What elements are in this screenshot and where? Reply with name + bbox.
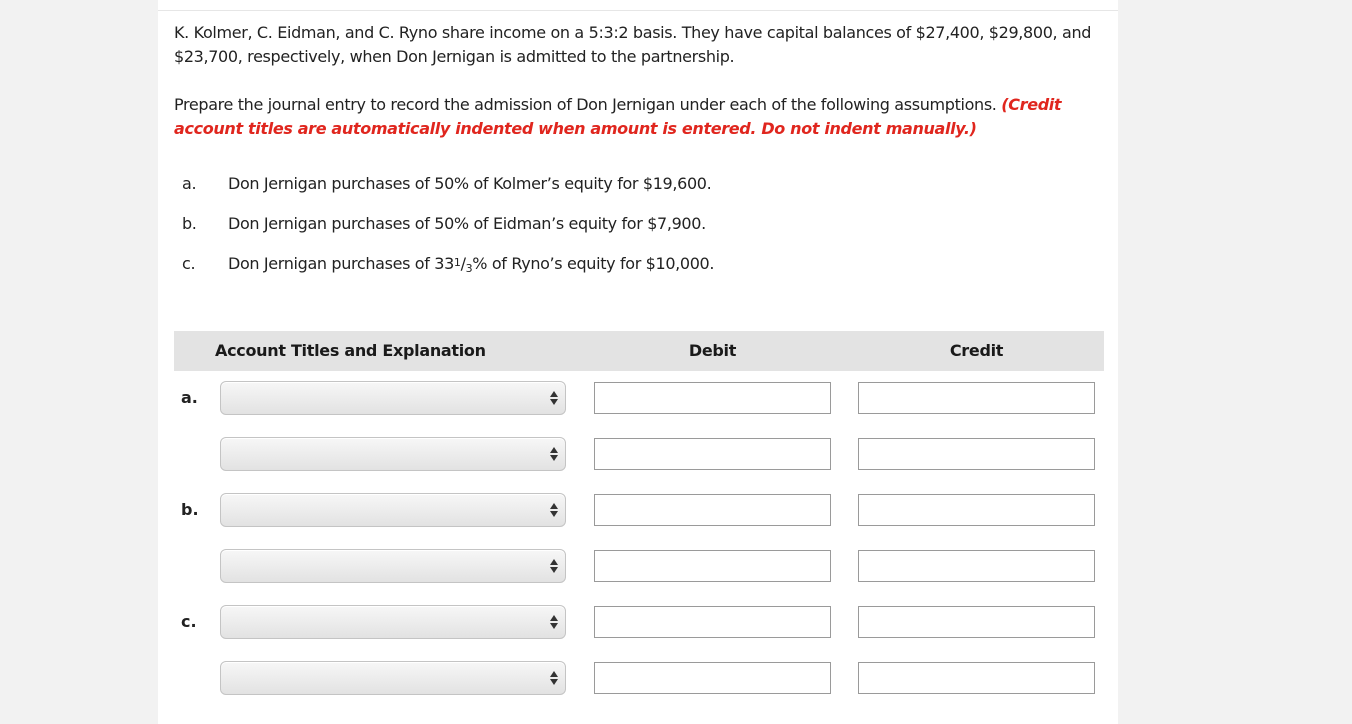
question-panel	[158, 0, 1118, 724]
credit-input[interactable]	[858, 438, 1095, 470]
journal-row	[174, 605, 1104, 641]
instruction-note: (Credit account titles are automatically indented when amount is entered. Do not indent manually.)	[174, 95, 1062, 138]
select-arrows-icon	[549, 502, 559, 520]
option-letter: b.	[182, 214, 197, 233]
credit-input[interactable]	[858, 382, 1095, 414]
header-credit: Credit	[949, 341, 1004, 360]
select-arrows-icon	[549, 614, 559, 632]
fraction-numerator: 1	[453, 256, 461, 269]
select-arrows-icon	[549, 390, 559, 408]
header-debit: Debit	[688, 341, 737, 360]
journal-row	[174, 381, 1104, 417]
debit-input[interactable]	[594, 494, 831, 526]
fraction-denominator: 3	[465, 262, 473, 275]
select-arrows-icon	[549, 446, 559, 464]
row-label: c.	[181, 612, 197, 631]
debit-input[interactable]	[594, 550, 831, 582]
problem-intro: K. Kolmer, C. Eidman, and C. Ryno share income on a 5:3:2 basis. They have capital balances of $27,400, $29,800, and $23,700, respectively, when Don Jernigan is admitted to the partnership.	[174, 23, 1092, 66]
debit-input[interactable]	[594, 438, 831, 470]
row-label: a.	[181, 388, 198, 407]
problem-instruction	[174, 93, 1094, 141]
instruction-text: Prepare the journal entry to record the admission of Don Jernigan under each of the following assumptions.	[174, 95, 997, 114]
option-text: Don Jernigan purchases of 50% of Eidman’s equity for $7,900.	[228, 214, 706, 233]
debit-input[interactable]	[594, 662, 831, 694]
option-letter: a.	[182, 174, 197, 193]
journal-row	[174, 549, 1104, 585]
option-text-after: % of Ryno’s equity for $10,000.	[472, 254, 715, 273]
account-select[interactable]	[220, 605, 566, 639]
option-text	[228, 252, 714, 278]
credit-input[interactable]	[858, 606, 1095, 638]
debit-input[interactable]	[594, 382, 831, 414]
fraction-separator: /	[460, 254, 466, 273]
journal-row	[174, 493, 1104, 529]
credit-input[interactable]	[858, 550, 1095, 582]
header-account: Account Titles and Explanation	[215, 341, 486, 360]
option-text-before: Don Jernigan purchases of 33	[228, 254, 454, 273]
select-arrows-icon	[549, 558, 559, 576]
account-select[interactable]	[220, 437, 566, 471]
option-text: Don Jernigan purchases of 50% of Kolmer’s equity for $19,600.	[228, 174, 712, 193]
credit-input[interactable]	[858, 494, 1095, 526]
row-label: b.	[181, 500, 199, 519]
divider	[158, 10, 1118, 11]
debit-input[interactable]	[594, 606, 831, 638]
journal-table-header	[174, 331, 1104, 371]
journal-row	[174, 661, 1104, 697]
select-arrows-icon	[549, 670, 559, 688]
option-letter: c.	[182, 254, 196, 273]
account-select[interactable]	[220, 661, 566, 695]
journal-row	[174, 437, 1104, 473]
account-select[interactable]	[220, 381, 566, 415]
account-select[interactable]	[220, 549, 566, 583]
account-select[interactable]	[220, 493, 566, 527]
credit-input[interactable]	[858, 662, 1095, 694]
